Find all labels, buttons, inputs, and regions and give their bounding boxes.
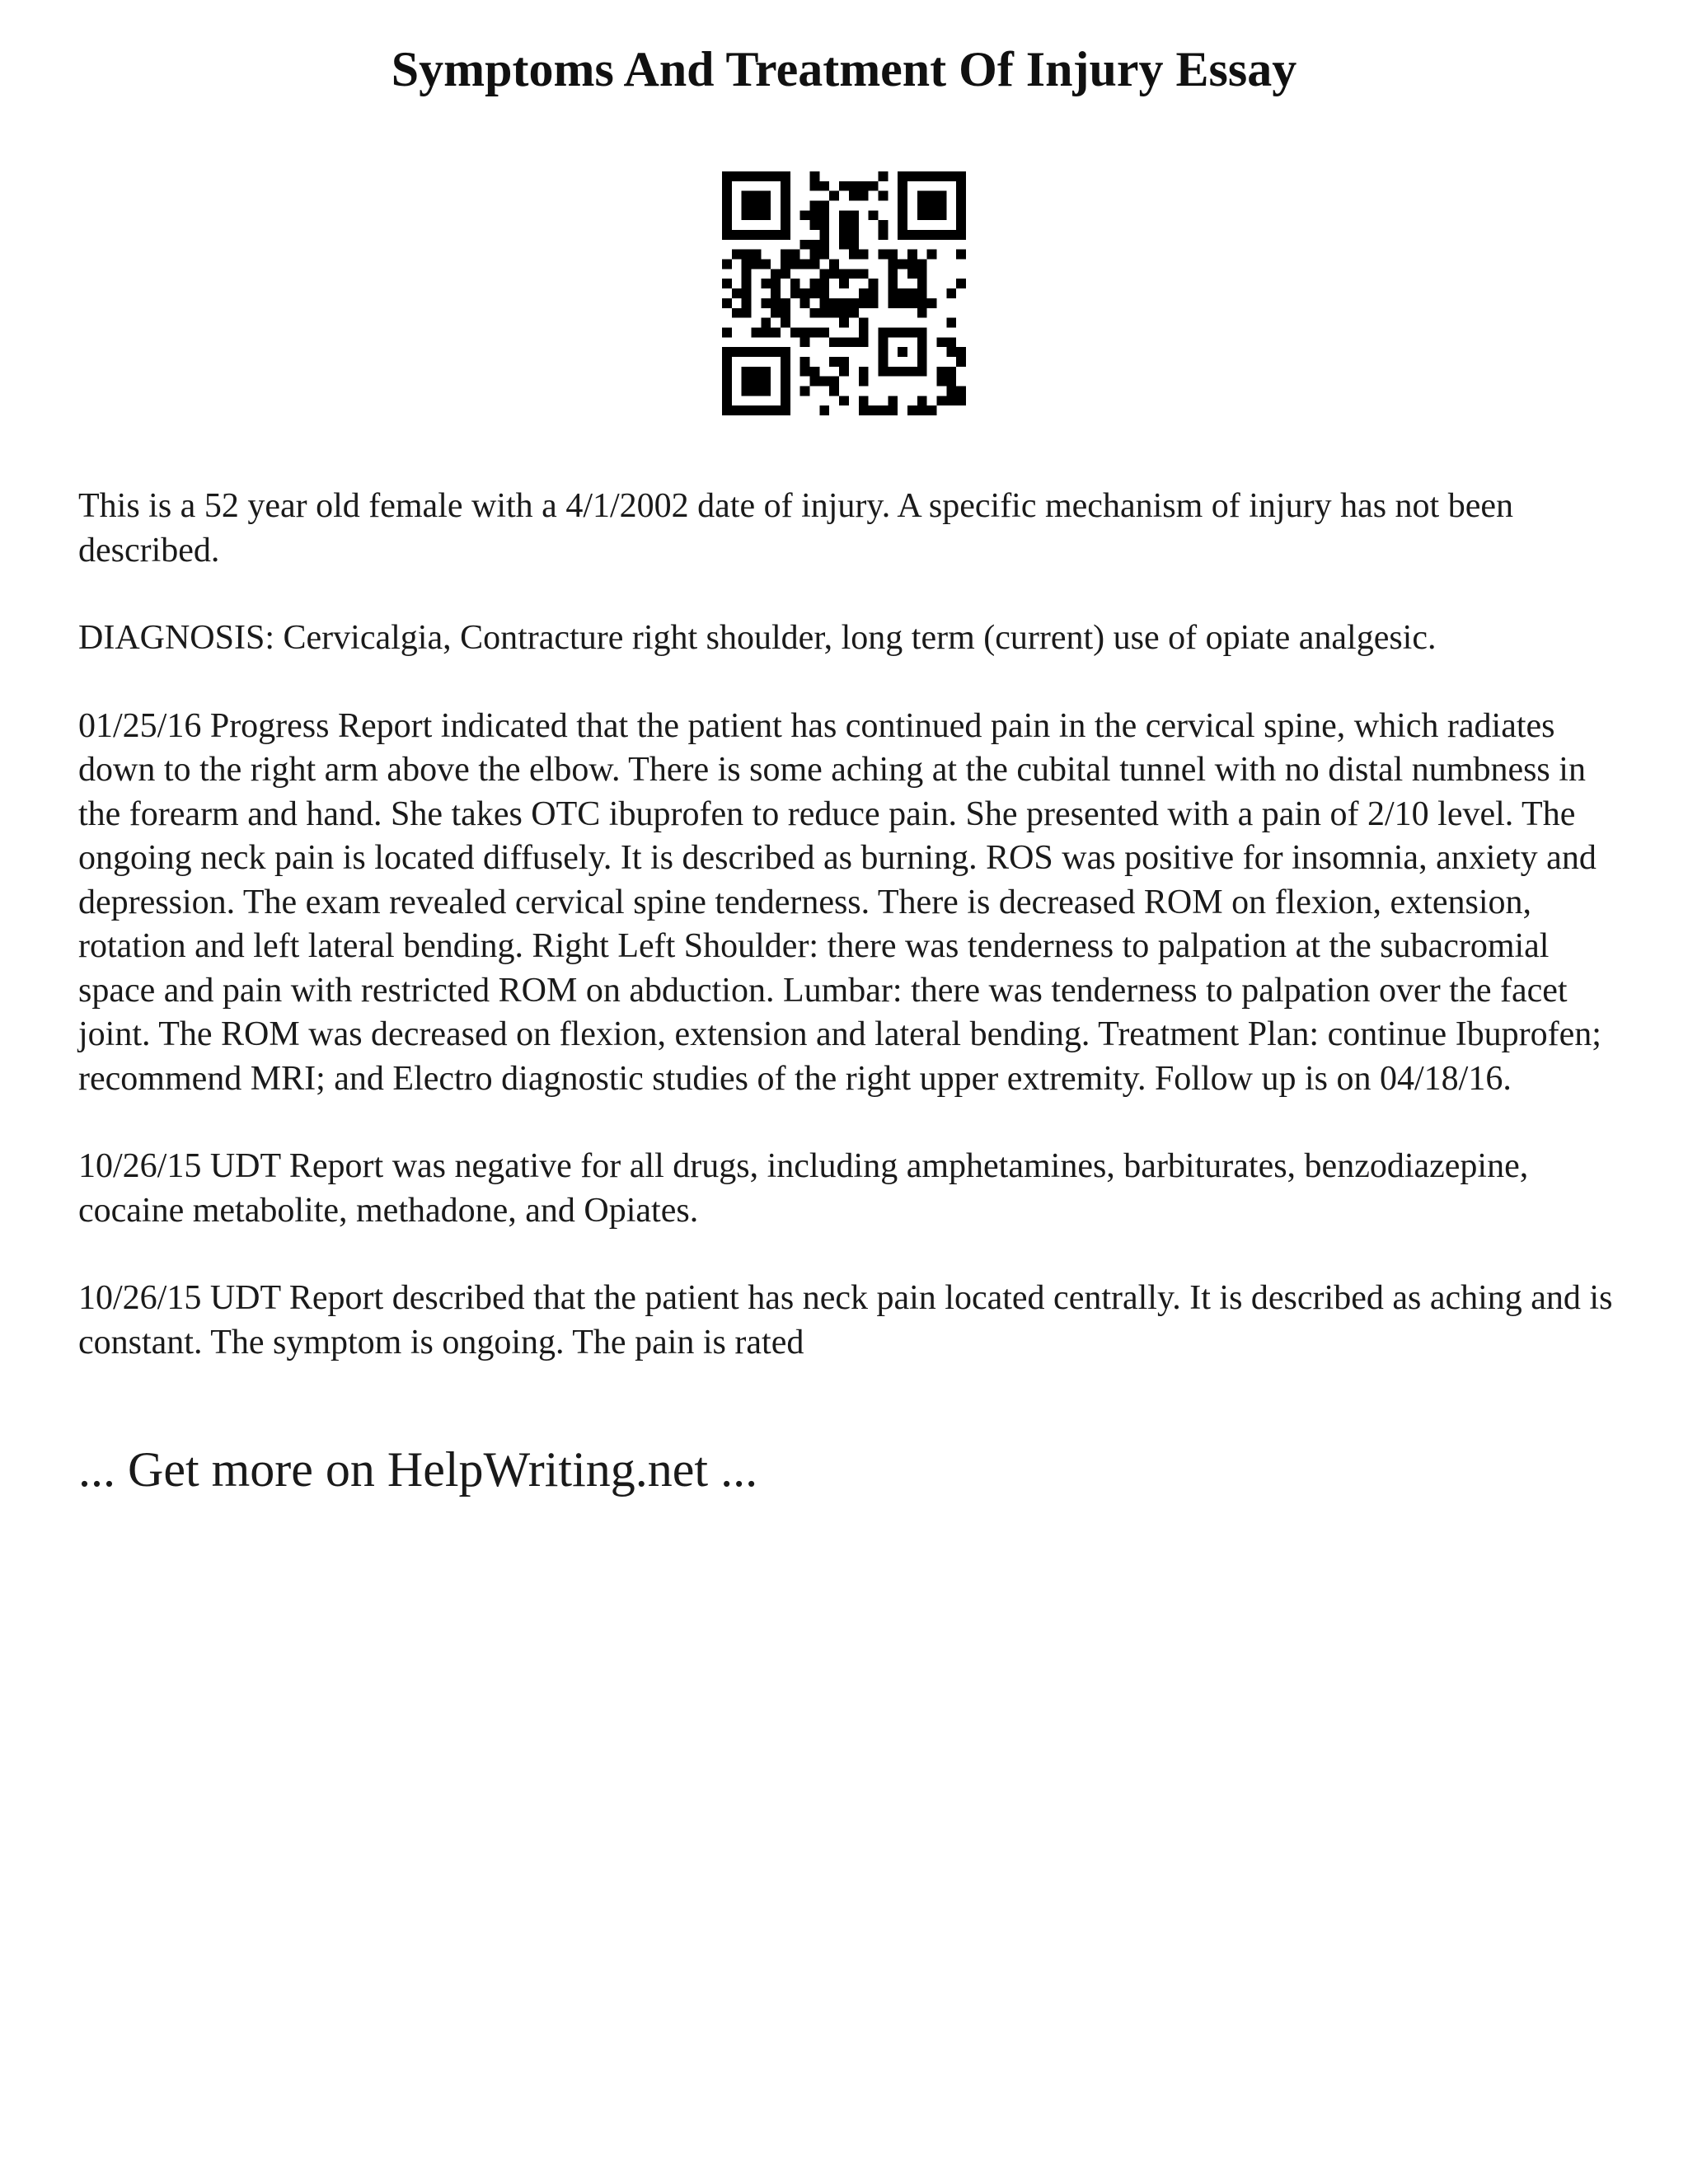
get-more-link[interactable]: ... Get more on HelpWriting.net ... [78,1442,758,1497]
document-title: Symptoms And Treatment Of Injury Essay [391,42,1297,96]
paragraph-udt-neck-pain: 10/26/15 UDT Report described that the patient has neck pain located centrally. It is described as aching and is constant. The symptom is ongoing. The pain is rated [78,1279,1613,1361]
paragraph-diagnosis: DIAGNOSIS: Cervicalgia, Contracture right shoulder, long term (current) use of opiate analgesic. [78,619,1437,657]
paragraph-progress-report: 01/25/16 Progress Report indicated that the patient has continued pain in the cervical spine, which radiates down to the right arm above the elbow. There is some aching at the cubital tunnel with no distal numbness in the forearm and hand. She takes OTC ibuprofen to reduce pain. She presented with a pain of 2/10 level. The ongoing neck pain is located diffusely. It is described as burning. ROS was positive for insomnia, anxiety and depression. The exam revealed cervical spine tenderness. There is decreased ROM on flexion, extension, rotation and left lateral bending. Right Left Shoulder: there was tenderness to palpation at the subacromial space and pain with restricted ROM on abduction. Lumbar: there was tenderness to palpation over the facet joint. The ROM was decreased on flexion, extension and lateral bending. Treatment Plan: continue Ibuprofen; recommend MRI; and Electro diagnostic studies of the right upper extremity. Follow up is on 04/18/16. [78,706,1601,1098]
qr-code-icon [722,171,966,415]
paragraph-patient-intro: This is a 52 year old female with a 4/1/2002 date of injury. A specific mechanism of injury has not been described. [78,487,1514,569]
document-body [78,485,1620,1408]
paragraph-udt-negative: 10/26/15 UDT Report was negative for all drugs, including amphetamines, barbiturates, benzodiazepine, cocaine metabolite, methadone, and Opiates. [78,1147,1529,1230]
